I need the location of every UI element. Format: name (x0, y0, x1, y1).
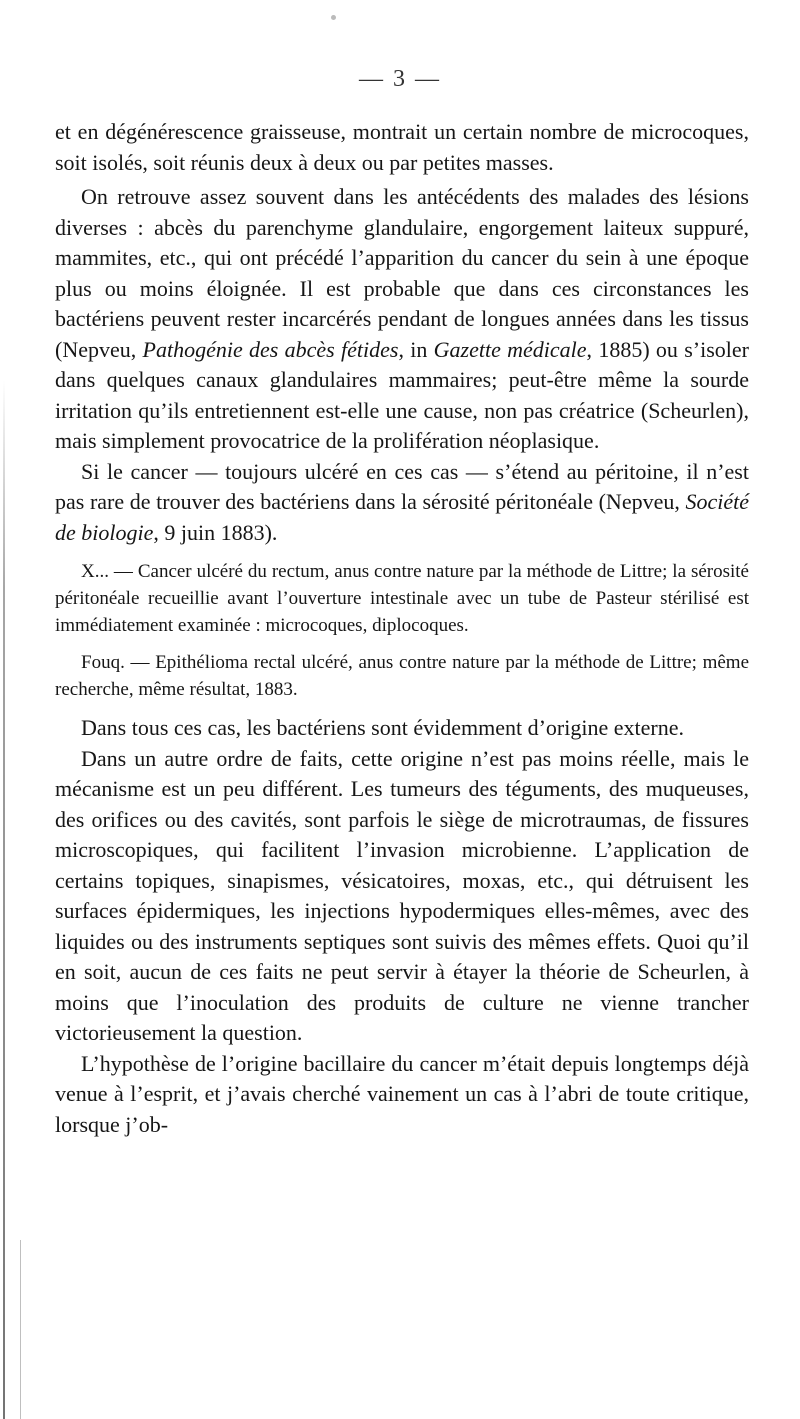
paragraph-text: , 9 juin 1883). (153, 519, 278, 545)
paragraph-peritoine (55, 457, 749, 549)
paragraph-continuation: et en dégénérescence graisseuse, montrait un certain nombre de microcoques, soit isolés, soit réunis deux à deux ou par petites masses. (55, 119, 749, 175)
observation-fouq: Fouq. — Epithélioma rectal ulcéré, anus contre nature par la méthode de Littre; même recherche, même résultat, 1883. (55, 652, 749, 700)
paragraph-origine-externe: Dans tous ces cas, les bactériens sont évidemment d’origine externe. (81, 715, 684, 740)
paragraph-autre-ordre: Dans un autre ordre de faits, cette origine n’est pas moins réelle, mais le mécanisme est un peu différent. Les tumeurs des téguments, des muqueuses, des orifices ou des cavités, sont parfois le siège de microtraumas, de fissures microscopiques, qui facilitent l’invasion microbienne. L’application de certains topiques, sinapismes, vésicatoires, moxas, etc., qui détruisent les surfaces épidermiques, les injections hypodermiques elles-mêmes, avec des liquides ou des instruments septiques sont suivis des mêmes effets. Quoi qu’il en soit, aucun de ces faits ne peut servir à étayer la théorie de Scheurlen, à moins que l’inoculation des produits de culture ne vienne trancher victorieusement la question. (55, 745, 749, 1045)
paragraph-text: Si le cancer — toujours ulcéré en ces cas — s’étend au péritoine, il n’est pas rare de trouver des bactériens dans la sérosité péritonéale (Nepveu, (55, 458, 749, 514)
page-edge-shadow-secondary (20, 1240, 21, 1419)
paragraph-text: On retrouve assez souvent dans les antécédents des malades des lésions diverses : abcès du parenchyme glandulaire, engorgement laiteux suppuré, mammites, etc., qui ont précédé l’apparition du cancer du sein à une époque plus ou moins éloignée. Il est probable que dans ces circonstances les bactériens peuvent rester incarcérés pendant de longues années dans les tissus (Nepveu, (55, 184, 749, 362)
paragraph-antecedents (55, 182, 749, 457)
citation-title: Pathogénie des abcès fétides (142, 336, 399, 362)
citation-journal: Gazette médicale (433, 336, 587, 362)
paragraph-hypothese: L’hypothèse de l’origine bacillaire du cancer m’était depuis longtemps déjà venue à l’esprit, et j’avais cherché vainement un cas à l’abri de toute critique, lorsque j’ob- (55, 1050, 749, 1137)
citation-journal: Société de biologie (55, 489, 749, 545)
paragraph-text: , 1885) ou s’isoler dans quelques canaux glandulaires mammaires; peut-être même la sourde irritation qu’ils entretiennent est-elle une cause, non pas créatrice (Scheurlen), mais simplement provocatrice de la prolifération néoplasique. (55, 336, 749, 453)
observation-x: X... — Cancer ulcéré du rectum, anus contre nature par la méthode de Littre; la sérosité péritonéale recueillie avant l’ouverture intestinale avec un tube de Pasteur stérilisé est immédiatement examinée : microcoques, diplocoques. (55, 561, 749, 636)
body-text (55, 117, 749, 1140)
page-number: — 3 — (359, 66, 441, 92)
paragraph-text: , in (398, 336, 434, 362)
page-edge-shadow (3, 380, 5, 1419)
paper-speck (331, 15, 336, 20)
